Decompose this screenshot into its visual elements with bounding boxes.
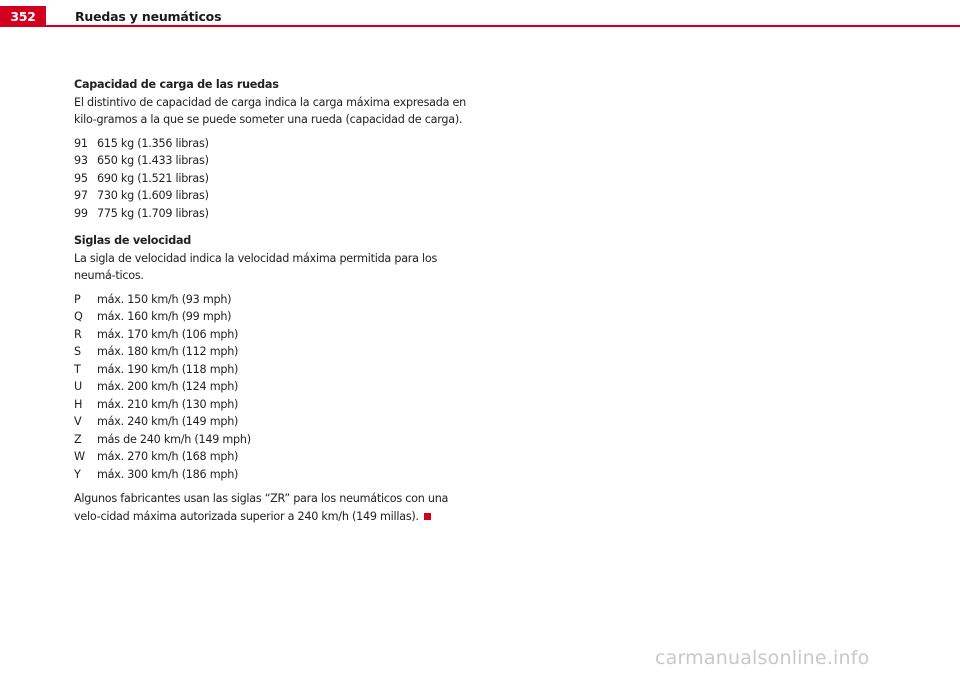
- speed-value: máx. 200 km/h (124 mph): [97, 380, 239, 393]
- page-content: [74, 76, 466, 535]
- list-item: [74, 326, 466, 344]
- section-title-speed: Siglas de velocidad: [74, 234, 192, 247]
- speed-code: Y: [74, 467, 81, 481]
- speed-code: U: [74, 380, 82, 393]
- speed-code: W: [74, 450, 85, 463]
- speed-code: S: [74, 345, 81, 358]
- speed-value: máx. 240 km/h (149 mph): [97, 415, 239, 428]
- speed-value: máx. 300 km/h (186 mph): [97, 467, 239, 481]
- speed-value: máx. 180 km/h (112 mph): [97, 345, 239, 358]
- list-item: [74, 466, 466, 484]
- page-header: [0, 0, 960, 27]
- load-value: 775 kg (1.709 libras): [97, 206, 209, 220]
- speed-footer-text: Algunos fabricantes usan las siglas “ZR” para los neumáticos con una velo-cidad máxima autorizada superior a 240 km/h (149 millas).: [74, 492, 449, 523]
- list-item: [74, 396, 466, 414]
- list-item: [74, 361, 466, 379]
- list-item: [74, 413, 466, 431]
- list-item: [74, 431, 466, 449]
- list-item: [74, 378, 466, 396]
- list-item: [74, 205, 466, 223]
- list-item: [74, 170, 466, 188]
- speed-code: Q: [74, 310, 83, 323]
- load-value: 690 kg (1.521 libras): [97, 171, 209, 185]
- page-number: 352: [0, 6, 46, 27]
- end-of-section-icon: [424, 513, 431, 520]
- list-item: [74, 448, 466, 466]
- list-item: [74, 291, 466, 309]
- speed-code: H: [74, 397, 83, 411]
- list-item: [74, 308, 466, 326]
- load-index-list: [74, 135, 466, 223]
- speed-value: máx. 270 km/h (168 mph): [97, 450, 239, 463]
- speed-code: Z: [74, 432, 82, 446]
- speed-footer-paragraph: [74, 490, 466, 525]
- load-capacity-section: [74, 76, 466, 222]
- chapter-title: Ruedas y neumáticos: [75, 9, 222, 24]
- speed-intro-paragraph: La sigla de velocidad indica la velocidad máxima permitida para los neumá-ticos.: [74, 251, 438, 282]
- list-item: [74, 343, 466, 361]
- speed-code: V: [74, 415, 82, 428]
- speed-value: máx. 150 km/h (93 mph): [97, 292, 232, 306]
- speed-value: máx. 160 km/h (99 mph): [97, 310, 232, 323]
- load-code: 91: [74, 136, 88, 150]
- speed-rating-list: [74, 291, 466, 484]
- speed-rating-section: [74, 232, 466, 525]
- load-value: 650 kg (1.433 libras): [97, 154, 209, 167]
- load-value: 730 kg (1.609 libras): [97, 189, 209, 202]
- list-item: [74, 152, 466, 170]
- speed-value: más de 240 km/h (149 mph): [97, 432, 251, 446]
- load-value: 615 kg (1.356 libras): [97, 136, 209, 150]
- speed-code: R: [74, 327, 82, 341]
- load-code: 99: [74, 206, 88, 220]
- watermark: carmanualsonline.info: [655, 647, 870, 669]
- list-item: [74, 187, 466, 205]
- load-code: 97: [74, 189, 88, 202]
- load-code: 93: [74, 154, 88, 167]
- load-intro-paragraph: El distintivo de capacidad de carga indica la carga máxima expresada en kilo-gramos a la que se puede someter una rueda (capacidad de carga).: [74, 95, 466, 126]
- load-code: 95: [74, 171, 88, 185]
- speed-code: T: [74, 362, 81, 376]
- section-title-load: Capacidad de carga de las ruedas: [74, 78, 279, 91]
- list-item: [74, 135, 466, 153]
- speed-value: máx. 210 km/h (130 mph): [97, 397, 239, 411]
- speed-code: P: [74, 292, 81, 306]
- speed-value: máx. 190 km/h (118 mph): [97, 362, 239, 376]
- speed-value: máx. 170 km/h (106 mph): [97, 327, 239, 341]
